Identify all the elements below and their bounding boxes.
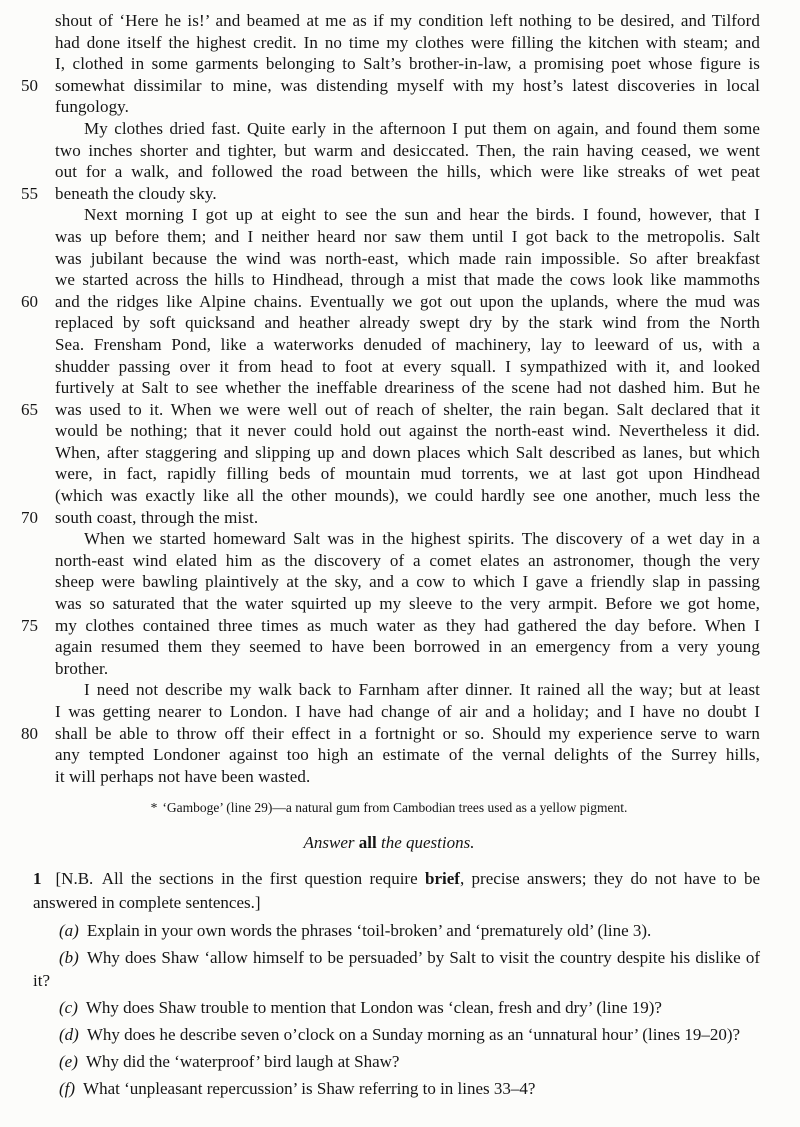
question-part-label: (f) (59, 1079, 76, 1099)
passage-line (18, 356, 760, 378)
passage-line (18, 334, 760, 356)
margin-line-number (18, 53, 38, 75)
passage-text-line: would be nothing; that it never could hold out against the north-east wind. Nevertheless it did. (55, 421, 760, 441)
passage-line (18, 615, 760, 637)
passage-line (18, 723, 760, 745)
question-part-label: (b) (59, 948, 79, 968)
question-part-text: Why does Shaw trouble to mention that London was ‘clean, fresh and dry’ (line 19)? (85, 998, 662, 1018)
instruction-bold-word: all (358, 833, 377, 853)
question-nb-post: , precise answers; they do not have to be answered in complete sentences.] (33, 869, 760, 913)
passage-text-line: and the ridges like Alpine chains. Eventually we got out upon the uplands, where the mud was (55, 291, 760, 311)
passage-text-line: somewhat dissimilar to mine, was distending myself with my host’s latest discoveries in local (55, 75, 760, 95)
passage-line (18, 507, 760, 529)
margin-line-number (18, 377, 38, 399)
margin-line-number (18, 442, 38, 464)
passage-line (18, 528, 760, 550)
margin-line-number: 60 (21, 291, 38, 311)
passage-text-line: sheep were bawling plaintively at the sky, and a cow to which I gave a friendly slap in passing (55, 572, 760, 592)
passage-line (18, 140, 760, 162)
instruction-pre: Answer (303, 833, 359, 853)
margin-line-number (18, 701, 38, 723)
question-part-label: (a) (59, 921, 79, 941)
passage-text-line: was up before them; and I neither heard nor saw them until I got back to the metropolis. Salt (55, 226, 760, 246)
question-part (33, 1023, 760, 1046)
passage-text-line: I was getting nearer to London. I have had change of air and a holiday; and I have no doubt I (55, 702, 760, 721)
passage-line (18, 550, 760, 572)
passage-section (18, 10, 760, 787)
passage-text-line: were, in fact, rapidly filling beds of mountain mud torrents, we at last got upon Hindhead (55, 464, 760, 484)
margin-line-number (18, 226, 38, 248)
passage-text-line: it will perhaps not have been wasted. (55, 766, 311, 786)
margin-line-number: 80 (21, 723, 38, 743)
question-part-text: Why does he describe seven o’clock on a Sunday morning as an ‘unnatural hour’ (lines 19–20)? (86, 1025, 741, 1045)
passage-line (18, 679, 760, 701)
margin-line-number (18, 593, 38, 615)
question-part (33, 946, 760, 992)
question-part (33, 1077, 760, 1100)
passage-text-line: out for a walk, and followed the road between the hills, which were like streaks of wet peat (55, 162, 760, 182)
footnote-asterisk: * (150, 800, 158, 816)
passage-line (18, 399, 760, 421)
passage-text-line: had done itself the highest credit. In no time my clothes were filling the kitchen with steam; and (55, 32, 760, 52)
question-number: 1 (33, 869, 42, 889)
margin-line-number (18, 636, 38, 658)
passage-line (18, 32, 760, 54)
passage-text-line: When, after staggering and slipping up and down places which Salt described as lanes, but which (55, 442, 760, 462)
passage-line (18, 161, 760, 183)
passage-line (18, 75, 760, 97)
margin-line-number: 50 (21, 75, 38, 95)
question-part (33, 1050, 760, 1073)
answer-instruction (18, 832, 760, 853)
passage-text-line: any tempted Londoner against too high an estimate of the vernal delights of the Surrey hills, (55, 745, 760, 765)
margin-line-number (18, 356, 38, 378)
passage-line (18, 442, 760, 464)
margin-line-number (18, 463, 38, 485)
passage-line (18, 420, 760, 442)
margin-line-number (18, 204, 38, 226)
question-part (33, 919, 760, 942)
passage-line (18, 485, 760, 507)
passage-text-line: two inches shorter and tighter, but warm and desiccated. Then, the rain having ceased, we went (55, 140, 760, 160)
passage-text-line: my clothes contained three times as much water as they had gathered the day before. When I (55, 615, 760, 635)
footnote-text: ‘Gamboge’ (line 29)—a natural gum from Cambodian trees used as a yellow pigment. (162, 800, 628, 816)
passage-line (18, 226, 760, 248)
passage-line (18, 463, 760, 485)
margin-line-number (18, 485, 38, 507)
passage-text-line: furtively at Salt to see whether the ineffable dreariness of the scene had not dashed him. But he (55, 378, 760, 398)
margin-line-number (18, 118, 38, 140)
passage-text-line: I, clothed in some garments belonging to Salt’s brother-in-law, a promising poet whose figure is (55, 54, 760, 74)
passage-line (18, 701, 760, 723)
passage-text-line: fungology. (55, 97, 130, 117)
passage-line (18, 96, 760, 118)
margin-line-number: 55 (21, 183, 38, 203)
margin-line-number (18, 658, 38, 680)
question-1-section (33, 867, 760, 1100)
passage-text-line: shout of ‘Here he is!’ and beamed at me as if my condition left nothing to be desired, and Tilford (55, 11, 760, 30)
passage-text-line: replaced by soft quicksand and heather already swept dry by the stark wind from the North (55, 313, 760, 333)
passage-text-line: was jubilant because the wind was north-east, which made rain impossible. So after breakfast (55, 248, 760, 268)
passage-text-line: My clothes dried fast. Quite early in the afternoon I put them on again, and found them some (84, 118, 760, 138)
passage-text-line: south coast, through the mist. (55, 507, 259, 527)
question-1-header (33, 867, 760, 915)
passage-line (18, 248, 760, 270)
question-part-text: Why did the ‘waterproof’ bird laugh at Shaw? (85, 1052, 400, 1072)
question-part-text: Why does Shaw ‘allow himself to be persuaded’ by Salt to visit the country despite his dislike of it? (33, 948, 760, 991)
passage-line (18, 53, 760, 75)
margin-line-number (18, 420, 38, 442)
passage-text-line: shall be able to throw off their effect in a fortnight or so. Should my experience serve to warn (55, 723, 760, 743)
question-nb-bold: brief (425, 869, 460, 889)
passage-text-line: shudder passing over it from head to foot at every squall. I sympathized with it, and looked (55, 356, 760, 376)
passage-text-line: beneath the cloudy sky. (55, 183, 217, 203)
passage-text-line: brother. (55, 658, 109, 678)
passage-text-line: we started across the hills to Hindhead, through a mist that made the cows look like mammoths (55, 270, 760, 290)
question-part-label: (d) (59, 1025, 79, 1045)
passage-text-line: Next morning I got up at eight to see the sun and hear the birds. I found, however, that I (84, 205, 760, 225)
passage-text-line: When we started homeward Salt was in the highest spirits. The discovery of a wet day in a (84, 529, 760, 549)
question-part-label: (c) (59, 998, 78, 1018)
passage-line (18, 204, 760, 226)
margin-line-number (18, 269, 38, 291)
passage-text-line: I need not describe my walk back to Farnham after dinner. It rained all the way; but at least (84, 680, 760, 700)
margin-line-number (18, 571, 38, 593)
margin-line-number: 75 (21, 615, 38, 635)
passage-line (18, 744, 760, 766)
margin-line-number (18, 766, 38, 788)
passage-text-line: again resumed them they seemed to have been borrowed in an emergency from a very young (55, 637, 760, 657)
margin-line-number (18, 140, 38, 162)
passage-line (18, 766, 760, 788)
passage-line (18, 269, 760, 291)
passage-line (18, 291, 760, 313)
question-parts (33, 919, 760, 1100)
passage-line (18, 658, 760, 680)
passage-line (18, 377, 760, 399)
margin-line-number (18, 312, 38, 334)
margin-line-number: 65 (21, 399, 38, 419)
margin-line-number (18, 528, 38, 550)
instruction-post: the questions. (376, 833, 475, 853)
question-part (33, 996, 760, 1019)
margin-line-number (18, 10, 38, 32)
margin-line-number (18, 96, 38, 118)
passage-line (18, 183, 760, 205)
question-part-label: (e) (59, 1052, 78, 1072)
passage-line (18, 118, 760, 140)
footnote (18, 799, 760, 816)
passage-line (18, 571, 760, 593)
margin-line-number (18, 334, 38, 356)
passage-line (18, 593, 760, 615)
margin-line-number (18, 161, 38, 183)
question-part-text: Explain in your own words the phrases ‘toil-broken’ and ‘prematurely old’ (line 3). (86, 921, 652, 941)
question-nb-pre: [N.B. All the sections in the first question require (55, 869, 425, 889)
passage-text-line: Sea. Frensham Pond, like a waterworks denuded of machinery, lay to leeward of us, with a (55, 334, 760, 354)
passage-text-line: (which was exactly like all the other mounds), we could hardly see one another, much less the (55, 486, 760, 506)
question-part-text: What ‘unpleasant repercussion’ is Shaw referring to in lines 33–4? (83, 1079, 536, 1099)
margin-line-number (18, 32, 38, 54)
passage-line (18, 10, 760, 32)
passage-line (18, 636, 760, 658)
margin-line-number (18, 550, 38, 572)
margin-line-number (18, 679, 38, 701)
margin-line-number (18, 744, 38, 766)
margin-line-number: 70 (21, 507, 38, 527)
passage-text-line: was so saturated that the water squirted up my sleeve to the very armpit. Before we got home, (55, 594, 760, 614)
margin-line-number (18, 248, 38, 270)
passage-text-line: north-east wind elated him as the discovery of a comet elates an astronomer, though the very (55, 550, 760, 570)
passage-line (18, 312, 760, 334)
passage-text-line: was used to it. When we were well out of reach of shelter, the rain began. Salt declared that it (55, 399, 760, 419)
